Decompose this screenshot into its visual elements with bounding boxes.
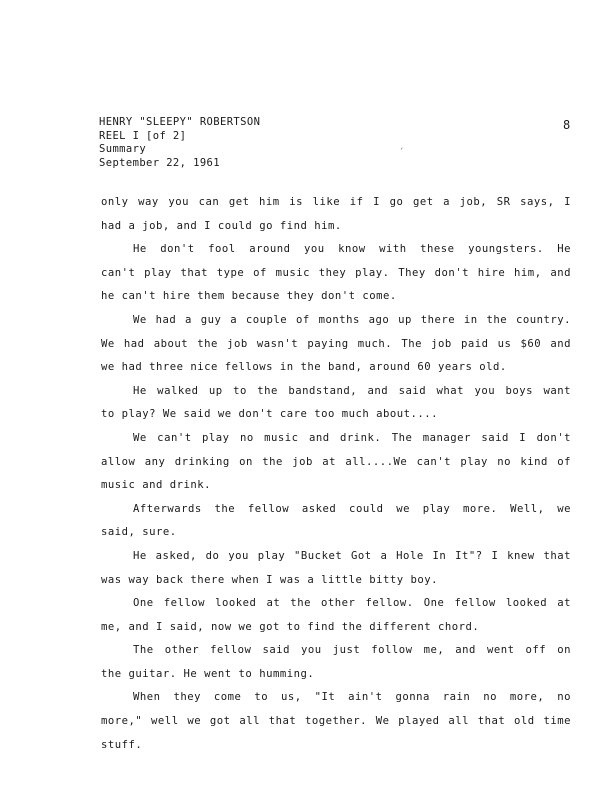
transcript-body — [101, 191, 571, 757]
text-line: We can't play no music and drink. The manager said I don't — [133, 431, 571, 444]
interviewee-name: HENRY "SLEEPY" ROBERTSON — [99, 116, 261, 128]
text-line: more," well we got all that together. We played all that old time — [101, 715, 571, 728]
reel-label: REEL I [of 2] — [99, 129, 187, 142]
text-line: stuff. — [101, 738, 143, 751]
text-line: We had a guy a couple of months ago up there in the country. — [133, 313, 571, 326]
text-line: When they come to us, "It ain't gonna rain no more, no — [133, 691, 571, 704]
text-line: to play? We said we don't care too much about.... — [101, 408, 439, 421]
text-line: the guitar. He went to humming. — [101, 667, 315, 680]
text-line: said, sure. — [101, 526, 177, 539]
text-line: me, and I said, now we got to find the different chord. — [101, 620, 480, 633]
text-line: We had about the job wasn't paying much. The job paid us $60 and — [101, 337, 571, 350]
document-type: Summary — [99, 143, 147, 155]
text-line: He asked, do you play "Bucket Got a Hole In It"? I knew that — [133, 549, 571, 562]
text-line: Afterwards the fellow asked could we play more. Well, we — [133, 502, 571, 515]
text-line: music and drink. — [101, 479, 212, 492]
text-line: One fellow looked at the other fellow. One fellow looked at — [133, 597, 571, 610]
text-line: he can't hire them because they don't come. — [101, 290, 397, 303]
stray-mark: ˏ — [399, 140, 405, 150]
page-number: 8 — [563, 118, 571, 132]
text-line: was way back there when I was a little bitty boy. — [101, 573, 439, 586]
text-line: only way you can get him is like if I go get a job, SR says, I — [101, 196, 571, 208]
text-line: allow any drinking on the job at all....We can't play no kind of — [101, 455, 571, 468]
text-line: The other fellow said you just follow me, and went off on — [133, 644, 571, 657]
text-line: He don't fool around you know with these youngsters. He — [133, 243, 571, 256]
text-line: can't play that type of music they play. They don't hire him, and — [101, 266, 571, 279]
text-line: we had three nice fellows in the band, around 60 years old. — [101, 361, 507, 374]
text-line: had a job, and I could go find him. — [101, 219, 342, 232]
transcript-header — [99, 116, 260, 170]
text-line: He walked up to the bandstand, and said what you boys want — [133, 384, 571, 397]
interview-date: September 22, 1961 — [99, 156, 220, 169]
